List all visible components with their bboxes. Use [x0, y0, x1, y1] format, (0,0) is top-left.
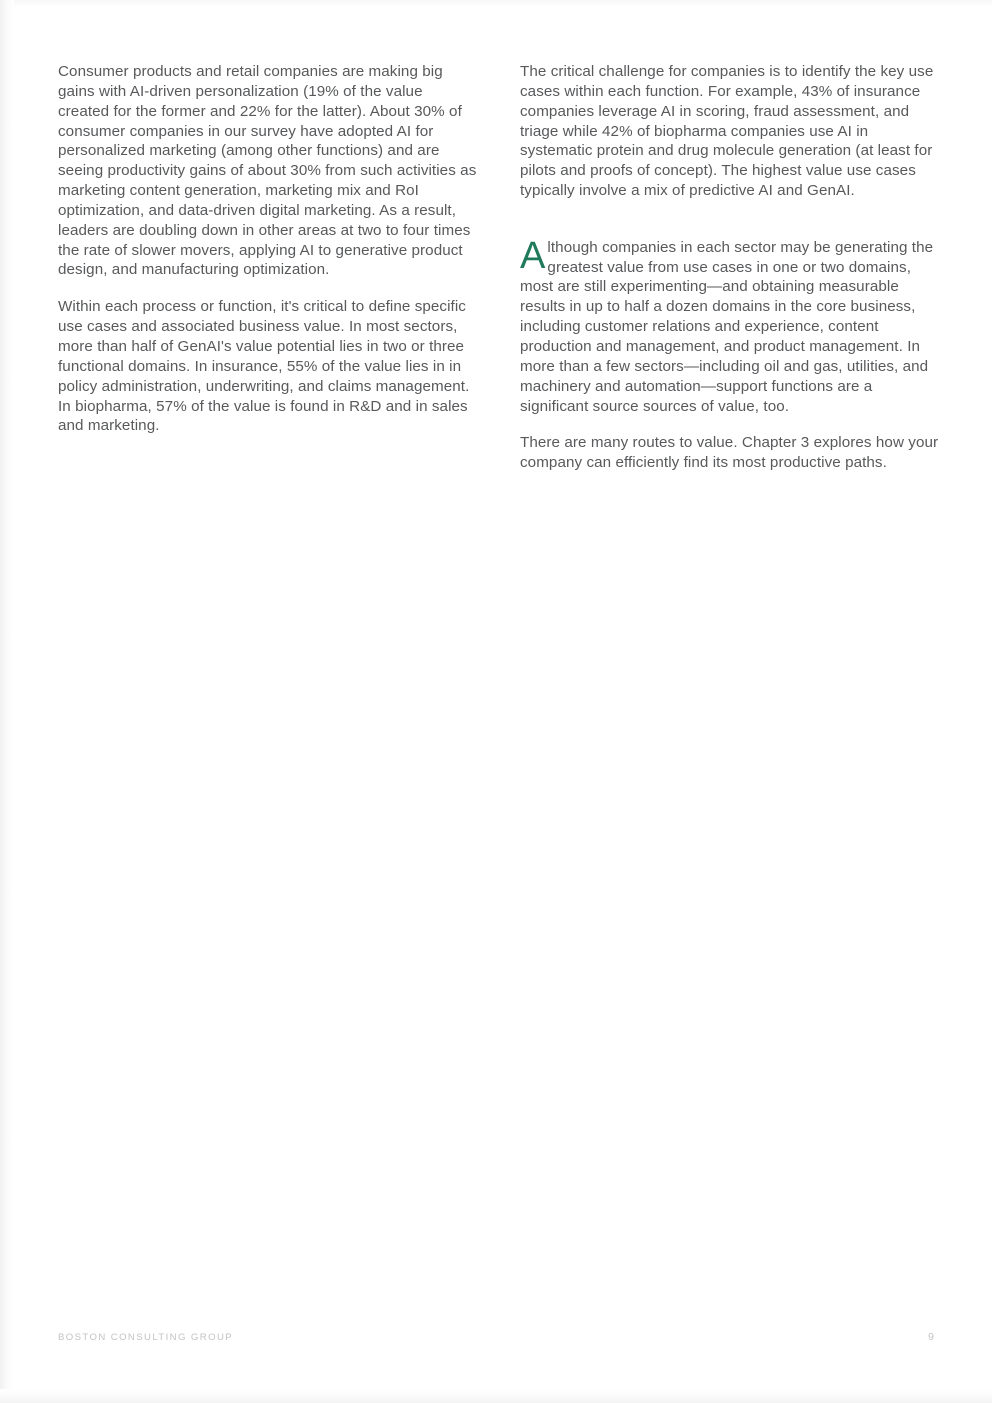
footer-brand-name: BOSTON CONSULTING GROUP — [58, 1332, 234, 1343]
page-edge-shading-left — [0, 0, 14, 1403]
drop-cap-letter: A — [520, 234, 546, 277]
paragraph-critical-challenge: The critical challenge for companies is to identify the key use cases within each function. For example, 43% of insurance companies leverage AI in scoring, fraud assessment, and triage while 42% of biopharma companies use AI in systematic protein and drug molecule generation (at least for pilots and proofs of concept). The highest value use cases typically involve a mix of predictive AI and GenAI. — [520, 63, 934, 200]
footer-page-number: 9 — [928, 1331, 934, 1343]
page-content — [58, 62, 938, 473]
paragraph-although-companies — [520, 218, 939, 416]
two-column-layout — [58, 62, 938, 473]
page-edge-shading-bottom — [0, 1389, 992, 1403]
page-footer — [58, 1331, 934, 1343]
right-column — [520, 62, 939, 473]
paragraph-consumer-products: Consumer products and retail companies are making big gains with AI-driven personalization (19% of the value created for the former and 22% for the latter). About 30% of consumer companies in our survey have adopted AI for personalized marketing (among other functions) and are seeing productivity gains of about 30% from such activities as marketing content generation, marketing mix and RoI optimization, and data-driven digital marketing. As a result, leaders are doubling down in other areas at two to four times the rate of slower movers, applying AI to generative product design, and manufacturing optimization. — [58, 63, 477, 279]
paragraph-routes-to-value: There are many routes to value. Chapter 3 explores how your company can efficiently find its most productive paths. — [520, 434, 939, 472]
left-column — [58, 62, 477, 473]
page-edge-shading-top — [0, 0, 992, 8]
paragraph-use-cases-value: Within each process or function, it's critical to define specific use cases and associated business value. In most sectors, more than half of GenAI's value potential lies in two or three functional domains. In insurance, 55% of the value lies in in policy administration, underwriting, and claims management. In biopharma, 57% of the value is found in R&D and in sales and marketing. — [58, 298, 470, 435]
paragraph-although-companies-text: lthough companies in each sector may be generating the greatest value from use cases in one or two domains, most are still experimenting—and obtaining measurable results in up to half a dozen domains in the core business, including customer relations and experience, content production and management, and product management. In more than a few sectors—including oil and gas, utilities, and machinery and automation—support functions are a significant source sources of value, too. — [520, 238, 934, 415]
